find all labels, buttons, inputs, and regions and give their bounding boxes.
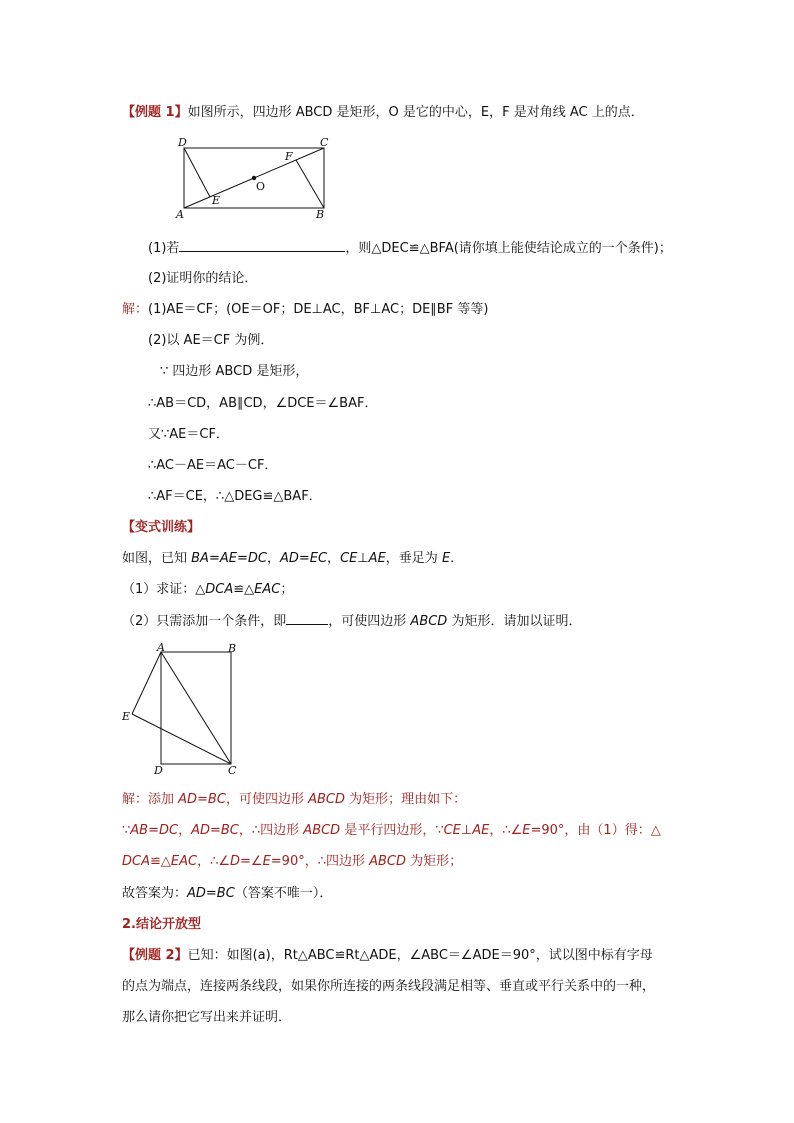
example2-line1: 【例题 2】已知：如图(a)，Rt△ABC≌Rt△ADE，∠ABC＝∠ADE＝90°，试以图中标有字母: [122, 948, 653, 963]
example1-solution-1: [122, 301, 488, 319]
example1-statement-text: 如图所示，四边形 ABCD 是矩形，O 是它的中心，E，F 是对角线 AC 上的点．: [187, 105, 644, 120]
example1-question2: (2)证明你的结论．: [148, 271, 258, 286]
q1-suffix: ，则△DEC≌△BFA(请你填上能使结论成立的一个条件)；: [345, 241, 672, 256]
variant-solution-2: ∵AB=DC，AD=BC，∴四边形 ABCD 是平行四边形，∵CE⊥AE，∴∠E=90°，由（1）得：△: [122, 823, 661, 838]
answer-blank: [179, 239, 345, 252]
variant-solution-1: 解：添加 AD=BC，可使四边形 ABCD 为矩形；理由如下：: [122, 792, 467, 807]
solution-step-4: ∴AB＝CD，AB∥CD，∠DCE＝∠BAF．: [148, 396, 378, 411]
solution-step-6: ∴AC－AE＝AC－CF．: [148, 458, 278, 473]
figure-rectangle-abcd: [170, 132, 340, 224]
q1-prefix: (1)若: [148, 241, 180, 256]
section2-heading: 2.结论开放型: [122, 917, 201, 932]
segment-de: [184, 148, 210, 197]
label-o: O: [256, 180, 266, 193]
label-d: D: [178, 136, 187, 149]
label-d-variant: D: [154, 764, 163, 777]
segment-bf: [296, 160, 324, 208]
segment-ae: [132, 652, 161, 714]
variant-intro: 如图，已知 BA=AE=DC，AD=EC，CE⊥AE，垂足为 E．: [122, 551, 464, 566]
variant-question2: （2）只需添加一个条件，即 ，可使四边形 ABCD 为矩形．请加以证明．: [122, 614, 582, 629]
label-a-variant: A: [157, 641, 165, 654]
variant-question1: （1）求证：△DCA≌△EAC；: [122, 582, 294, 597]
label-b: B: [316, 208, 325, 221]
solution-step-2: (2)以 AE＝CF 为例．: [148, 333, 274, 348]
solution-label: 解：: [122, 302, 149, 317]
example1-question1: [148, 239, 672, 258]
example1-statement: [122, 104, 644, 122]
diagonal-ac-variant: [161, 652, 231, 764]
variant-answer: 故答案为：AD=BC（答案不唯一）．: [122, 886, 333, 901]
solution-step-3: ∵ 四边形 ABCD 是矩形，: [160, 364, 309, 379]
figure-variant-rectangle: [116, 640, 246, 780]
label-b-variant: B: [228, 642, 237, 655]
label-c-variant: C: [228, 764, 237, 777]
solution-step-7: ∴AF＝CE，∴△DEG≌△BAF．: [148, 489, 322, 504]
example2-line2: 的点为端点，连接两条线段，如果你所连接的两条线段满足相等、垂直或平行关系中的一种，: [122, 979, 656, 994]
segment-ec: [132, 714, 231, 764]
variant-solution-3: DCA≌△EAC，∴∠D=∠E=90°，∴四边形 ABCD 为矩形；: [122, 854, 463, 869]
label-c: C: [320, 136, 329, 149]
variant-answer-blank: [286, 612, 328, 625]
solution-step-1: (1)AE＝CF；(OE＝OF；DE⊥AC，BF⊥AC；DE∥BF 等等): [148, 302, 489, 317]
label-e-variant: E: [122, 710, 131, 723]
label-f: F: [285, 150, 293, 163]
variant-heading: 【变式训练】: [122, 520, 201, 535]
label-a: A: [176, 208, 184, 221]
solution-step-5: 又∵AE＝CF．: [148, 427, 229, 442]
example2-bracket: 【例题 2】: [122, 948, 188, 963]
example2-line3: 那么请你把它写出来并证明．: [122, 1010, 292, 1025]
example1-bracket: 【例题 1】: [122, 105, 188, 120]
label-e: E: [212, 194, 221, 207]
